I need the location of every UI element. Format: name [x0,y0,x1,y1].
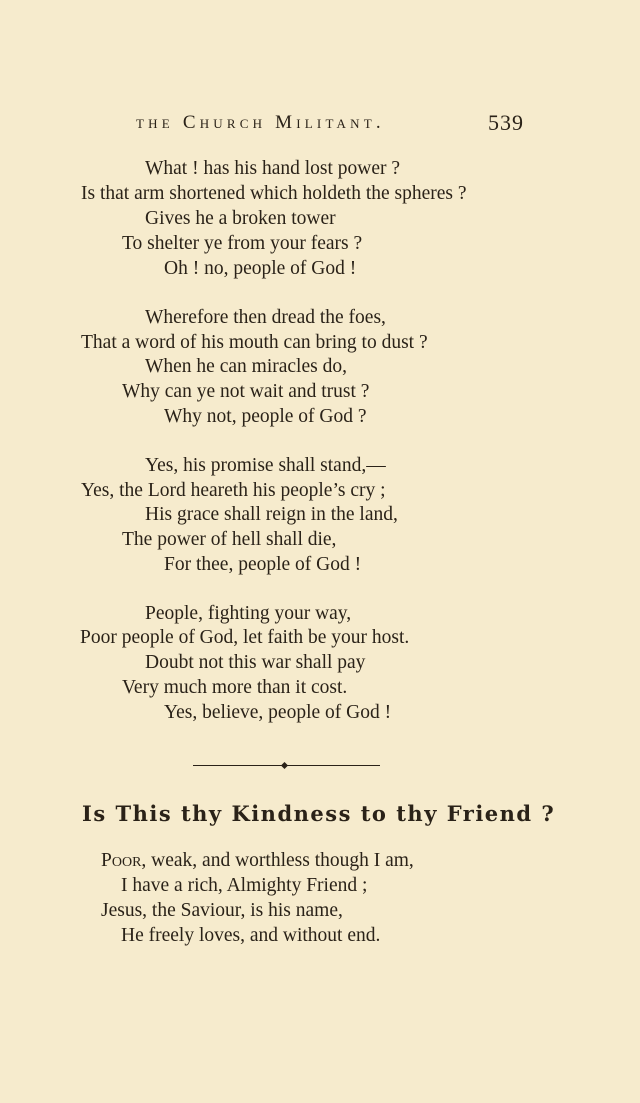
poem-line: Oh ! no, people of God ! [164,258,357,279]
poem-line: For thee, people of God ! [164,554,362,575]
poem-line: People, fighting your way, [145,603,352,624]
hymn-line: I have a rich, Almighty Friend ; [121,875,368,896]
page-number: 539 [488,110,524,135]
poem-line: Poor people of God, let faith be your host. [80,627,410,648]
poem-line: Why can ye not wait and trust ? [122,381,370,402]
running-title: the Church Militant. [136,112,385,133]
poem-line: To shelter ye from your fears ? [122,233,363,254]
running-head [0,108,640,138]
section-divider [193,764,380,767]
poem-line: The power of hell shall die, [122,529,337,550]
hymn-first-word: Poor [101,850,142,871]
poem-line: Yes, his promise shall stand,— [145,455,386,476]
poem-line: That a word of his mouth can bring to dust ? [81,332,428,353]
hymn-line [101,849,414,873]
divider-ornament-icon [281,762,288,769]
poem-line: Why not, people of God ? [164,406,367,427]
poem-line: Wherefore then dread the foes, [145,307,386,328]
hymn-line-rest: , weak, and worthless though I am, [141,850,414,871]
hymn-line: Jesus, the Saviour, is his name, [101,900,343,921]
poem-line: His grace shall reign in the land, [145,504,398,525]
poem-line: Very much more than it cost. [122,677,348,698]
hymn-line: He freely loves, and without end. [121,925,381,946]
poem-line: Yes, believe, people of God ! [164,702,392,723]
poem-line: When he can miracles do, [145,356,347,377]
poem-line: Gives he a broken tower [145,208,336,229]
poem-line: Yes, the Lord heareth his people’s cry ; [81,480,386,501]
poem-line: Doubt not this war shall pay [145,652,366,673]
hymn-title: Is This thy Kindness to thy Friend ? [82,801,556,826]
poem-line: Is that arm shortened which holdeth the spheres ? [81,183,467,204]
poem-line: What ! has his hand lost power ? [145,158,401,179]
